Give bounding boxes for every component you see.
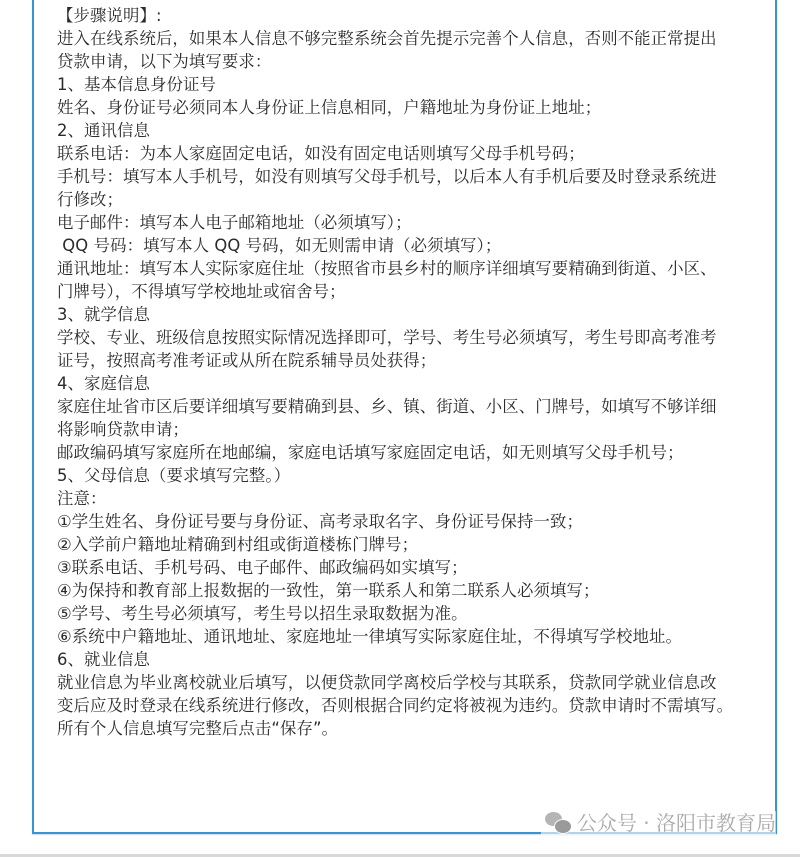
- section-heading-steps: 【步骤说明】:: [57, 6, 162, 25]
- mobile-text-line-1: 手机号：填写本人手机号，如没有则填写父母手机号，以后本人有手机后要及时登录系统进: [57, 167, 717, 186]
- mailing-address-text-line-2: 门牌号），不得填写学校地址或宿舍号；: [57, 282, 346, 301]
- watermark: [541, 811, 776, 835]
- note-item-4: ④为保持和教育部上报数据的一致性，第一联系人和第二联系人必须填写；: [57, 581, 600, 600]
- watermark-text: 公众号 · 洛阳市教育局: [576, 811, 776, 835]
- intro-text-line-2: 贷款申请，以下为填写要求：: [57, 52, 272, 71]
- intro-text-line-1: 进入在线系统后，如果本人信息不够完整系统会首先提示完善个人信息，否则不能正常提出: [57, 29, 717, 48]
- section-3-text-line-2: 证号，按照高考准考证或从所在院系辅导员处获得；: [57, 351, 437, 370]
- section-1-heading: 1、基本信息身份证号: [57, 75, 216, 94]
- section-3-text-line-1: 学校、专业、班级信息按照实际情况选择即可，学号、考生号必须填写，考生号即高考准考: [57, 328, 717, 347]
- section-4-heading: 4、家庭信息: [57, 374, 150, 393]
- save-instruction-text: 所有个人信息填写完整后点击“保存”。: [57, 719, 339, 738]
- section-6-text-line-2: 变后应及时登录在线系统进行修改，否则根据合同约定将被视为违约。贷款申请时不需填写。: [57, 696, 734, 715]
- section-3-heading: 3、就学信息: [57, 305, 150, 324]
- wechat-icon: [545, 812, 571, 834]
- section-1-text: 姓名、身份证号必须同本人身份证上信息相同，户籍地址为身份证上地址；: [57, 98, 602, 117]
- section-4-text-line-1: 家庭住址省市区后要详细填写要精确到县、乡、镇、街道、小区、门牌号，如填写不够详细: [57, 397, 717, 416]
- instructions-content: [57, 4, 777, 740]
- contact-phone-text: 联系电话：为本人家庭固定电话，如没有固定电话则填写父母手机号码；: [57, 144, 585, 163]
- note-item-6: ⑥系统中户籍地址、通讯地址、家庭地址一律填写实际家庭住址，不得填写学校地址。: [57, 627, 682, 646]
- note-item-3: ③联系电话、手机号码、电子邮件、邮政编码如实填写；: [57, 558, 468, 577]
- section-2-heading: 2、通讯信息: [57, 121, 150, 140]
- mailing-address-text-line-1: 通讯地址：填写本人实际家庭住址（按照省市县乡村的顺序详细填写要精确到街道、小区、: [57, 259, 717, 278]
- note-item-5: ⑤学号、考生号必须填写，考生号以招生录取数据为准。: [57, 604, 468, 623]
- email-text: 电子邮件：填写本人电子邮箱地址（必须填写）；: [57, 213, 412, 232]
- section-6-text-line-1: 就业信息为毕业离校就业后填写，以便贷款同学离校后学校与其联系，贷款同学就业信息改: [57, 673, 717, 692]
- section-4-text-line-2: 将影响贷款申请；: [57, 420, 189, 439]
- section-4-text-line-3: 邮政编码填写家庭所在地邮编，家庭电话填写家庭固定电话，如无则填写父母手机号；: [57, 443, 684, 462]
- note-item-2: ②入学前户籍地址精确到村组或街道楼栋门牌号；: [57, 535, 419, 554]
- section-6-heading: 6、就业信息: [57, 650, 150, 669]
- qq-text: QQ 号码：填写本人 QQ 号码，如无则需申请（必须填写）；: [57, 236, 502, 255]
- mobile-text-line-2: 行修改；: [57, 190, 123, 209]
- notes-heading: 注意：: [57, 489, 107, 508]
- section-5-heading: 5、父母信息（要求填写完整。）: [57, 466, 291, 485]
- note-item-1: ①学生姓名、身份证号要与身份证、高考录取名字、身份证号保持一致；: [57, 512, 584, 531]
